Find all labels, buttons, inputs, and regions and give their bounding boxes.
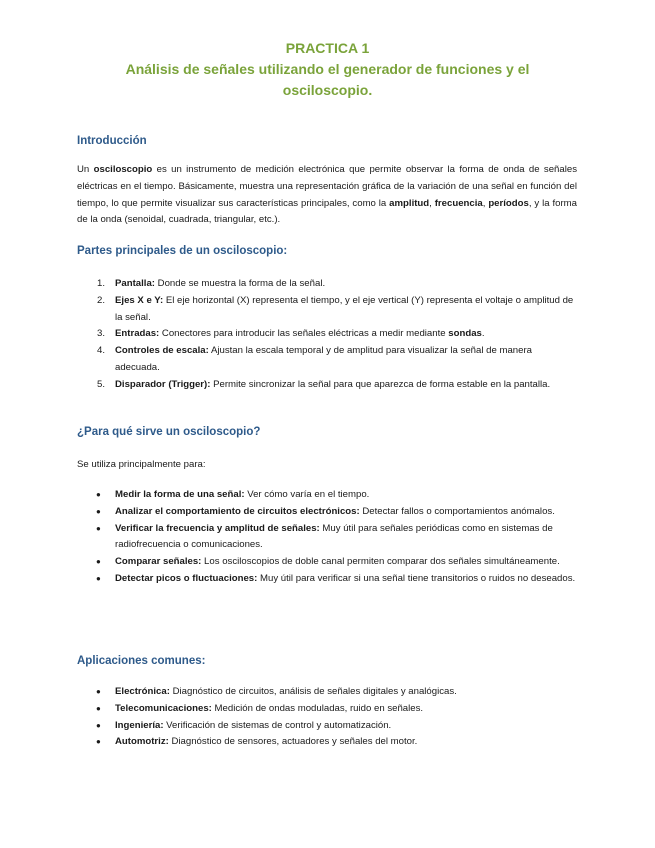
bullet-icon: ● [96,687,101,696]
list-item: 3. Entradas: Conectores para introducir las señales eléctricas a medir mediante sondas. [97,328,485,340]
heading-aplicaciones: Aplicaciones comunes: [77,655,206,667]
bullet-icon: ● [96,557,101,567]
list-item: 5. Disparador (Trigger): Permite sincronizar la señal para que aparezca de forma estable en la pantalla. [97,378,551,390]
intro-paragraph: Un osciloscopio es un instrumento de medición electrónica que permite observar la forma de onda de señales eléctricas en el tiempo. Básicamente, muestra una representación gráfica de la variación de una señal en función del tiempo, lo que permite visualizar sus características principales, como la amplitud, frecuencia, períodos, y la forma de la onda (senoidal, cuadrada, triangular, etc.). [77,164,577,226]
bullet-icon: ● [96,737,101,747]
list-item: ● Detectar picos o fluctuaciones: Muy útil para verificar si una señal tiene transitorios o ruidos no deseados. [77,571,577,588]
list-item: ● Analizar el comportamiento de circuitos electrónicos: Detectar fallos o comportamientos anómalos. [77,504,577,521]
document-title-line2: Análisis de señales utilizando el generador de funciones y el [125,61,530,77]
list-item: ● Ingeniería: Verificación de sistemas de control y automatización. [77,718,577,735]
list-item: ● Automotriz: Diagnóstico de sensores, actuadores y señales del motor. [77,734,577,751]
heading-partes: Partes principales de un osciloscopio: [77,245,288,257]
document-title-line1: PRACTICA 1 [285,40,370,56]
document-title-line3: osciloscopio. [282,82,373,98]
list-item: ● Telecomunicaciones: Medición de ondas moduladas, ruido en señales. [77,701,577,718]
bullet-icon: ● [96,490,101,499]
parts-list [77,276,577,394]
list-item: ● Medir la forma de una señal: Ver cómo varía en el tiempo. [77,487,577,504]
list-item: 1. Pantalla: Donde se muestra la forma de la señal. [97,278,326,289]
heading-para-que-sirve: ¿Para qué sirve un osciloscopio? [77,426,261,438]
bullet-icon: ● [96,703,101,713]
uses-intro: Se utiliza principalmente para: [77,459,206,470]
uses-list [77,487,577,588]
heading-introduccion: Introducción [77,135,147,147]
bullet-icon: ● [96,573,101,583]
list-item: ● Comparar señales: Los osciloscopios de doble canal permiten comparar dos señales simultáneamente. [77,554,577,571]
bullet-icon: ● [96,523,101,533]
bullet-icon: ● [96,720,101,730]
list-item: 2. Ejes X e Y: El eje horizontal (X) representa el tiempo, y el eje vertical (Y) representa el voltaje o amplitud de la señal. [97,294,574,323]
list-item: 4. Controles de escala: Ajustan la escala temporal y de amplitud para visualizar la señal de manera adecuada. [97,345,533,373]
bullet-icon: ● [96,506,101,516]
apps-list [77,684,577,751]
list-item: ● Electrónica: Diagnóstico de circuitos, análisis de señales digitales y analógicas. [77,684,577,701]
list-item: ● Verificar la frecuencia y amplitud de señales: Muy útil para señales periódicas como en sistemas de radiofrecuencia o comunicaciones. [96,522,553,551]
